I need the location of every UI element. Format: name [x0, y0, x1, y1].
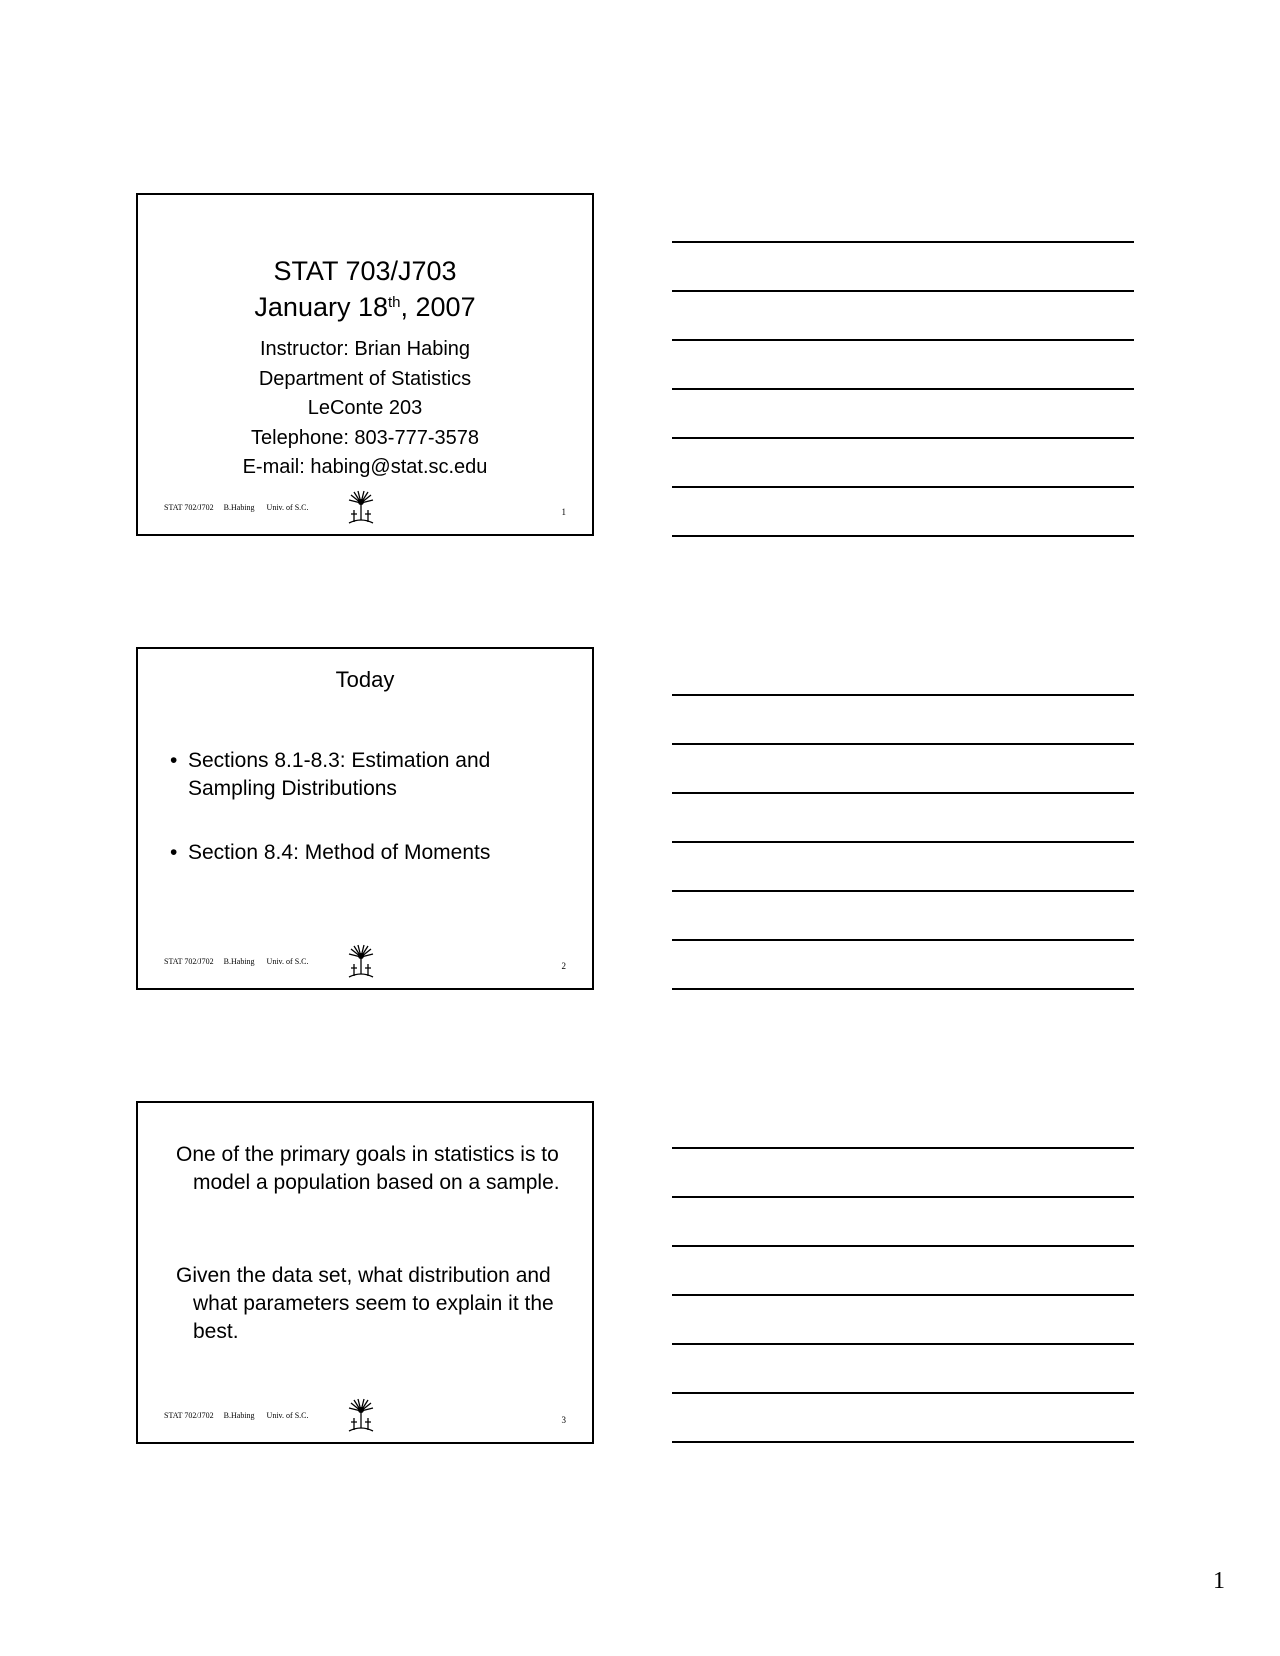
slide-footer	[164, 944, 566, 980]
note-line	[672, 1196, 1134, 1198]
slide-footer	[164, 1398, 566, 1434]
footer-text: STAT 702/J702 B.Habing Univ. of S.C.	[164, 503, 309, 512]
note-line	[672, 437, 1134, 439]
footer-text: STAT 702/J702 B.Habing Univ. of S.C.	[164, 957, 309, 966]
note-line	[672, 1441, 1134, 1443]
note-line	[672, 890, 1134, 892]
paragraph: One of the primary goals in statistics is to model a population based on a sample.	[176, 1143, 560, 1194]
note-line	[672, 743, 1134, 745]
note-line	[672, 290, 1134, 292]
slide-2	[136, 647, 594, 990]
note-line	[672, 535, 1134, 537]
palmetto-seal-icon	[346, 490, 376, 526]
slide-footer	[164, 490, 566, 526]
department-line: Department of Statistics	[258, 367, 472, 390]
note-line	[672, 841, 1134, 843]
slide-title: Today	[335, 667, 395, 692]
bullet-item: • Sections 8.1-8.3: Estimation and Sampling Distributions	[170, 747, 572, 803]
note-line	[672, 792, 1134, 794]
note-line	[672, 339, 1134, 341]
note-line	[672, 1294, 1134, 1296]
note-line	[672, 1245, 1134, 1247]
lecture-date: January 18th, 2007	[254, 292, 476, 322]
note-line	[672, 939, 1134, 941]
office-line: LeConte 203	[307, 397, 423, 419]
palmetto-seal-icon	[346, 1398, 376, 1434]
note-line	[672, 1147, 1134, 1149]
slide-3	[136, 1101, 594, 1444]
note-line	[672, 694, 1134, 696]
note-line	[672, 241, 1134, 243]
instructor-line: Instructor: Brian Habing	[259, 338, 471, 360]
note-line	[672, 388, 1134, 390]
note-line	[672, 988, 1134, 990]
note-line	[672, 1392, 1134, 1394]
email-line: E-mail: habing@stat.sc.edu	[242, 456, 488, 478]
slide-title	[138, 253, 592, 325]
slide-number: 3	[561, 1415, 566, 1425]
note-line	[672, 1343, 1134, 1345]
paragraph: Given the data set, what distribution and what parameters seem to explain it the best.	[176, 1264, 554, 1343]
telephone-line: Telephone: 803-777-3578	[251, 426, 479, 449]
note-line	[672, 486, 1134, 488]
bullet-item: • Section 8.4: Method of Moments	[170, 839, 572, 867]
slide-1	[136, 193, 594, 536]
slide-number: 1	[561, 507, 566, 517]
page-number: 1	[1213, 1568, 1225, 1594]
instructor-info	[138, 335, 592, 483]
palmetto-seal-icon	[346, 944, 376, 980]
course-title: STAT 703/J703	[273, 256, 457, 286]
footer-text: STAT 702/J702 B.Habing Univ. of S.C.	[164, 1411, 309, 1420]
slide-number: 2	[561, 961, 566, 971]
